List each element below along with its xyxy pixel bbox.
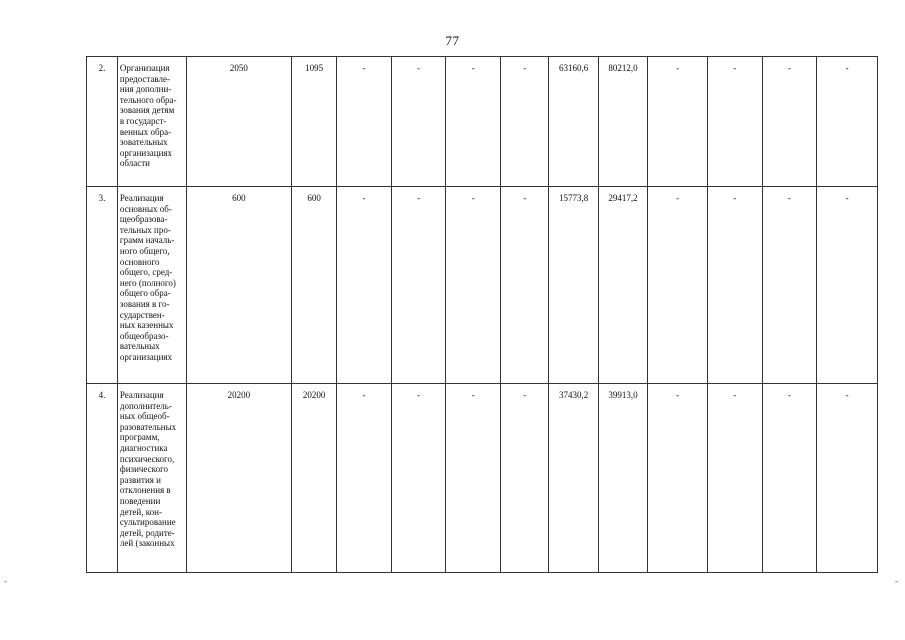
cell-amount: 80212,0 xyxy=(598,57,647,187)
cell-dash: - xyxy=(446,384,501,573)
cell-dash: - xyxy=(708,57,763,187)
cell-dash: - xyxy=(762,384,817,573)
cell-dash: - xyxy=(817,187,878,384)
row-number: 2. xyxy=(87,57,118,187)
cell-dash: - xyxy=(337,384,392,573)
left-edge-mark: - xyxy=(4,576,7,586)
cell-dash: - xyxy=(817,384,878,573)
row-name: Реализация дополнитель- ных общеоб- разовательных программ, диагностика психического, физического развития и отклонения в поведении детей, кон- сультирование детей, родите- лей (законных xyxy=(117,384,186,573)
cell-dash: - xyxy=(500,384,548,573)
cell-amount: 15773,8 xyxy=(549,187,598,384)
cell-dash: - xyxy=(391,384,446,573)
cell-dash: - xyxy=(337,57,392,187)
cell-dash: - xyxy=(500,57,548,187)
cell-value: 600 xyxy=(186,187,291,384)
data-table xyxy=(86,56,878,573)
cell-amount: 39913,0 xyxy=(598,384,647,573)
cell-dash: - xyxy=(391,187,446,384)
cell-dash: - xyxy=(762,187,817,384)
cell-dash: - xyxy=(446,187,501,384)
cell-amount: 37430,2 xyxy=(549,384,598,573)
row-number: 3. xyxy=(87,187,118,384)
table-row xyxy=(87,384,878,573)
cell-dash: - xyxy=(648,57,708,187)
right-edge-mark: - xyxy=(895,576,898,586)
row-name: Реализация основных об- щеобразова- тельных про- грамм началь- ного общего, основного общего, сред- него (полного) общего обра- зования в го- сударствен- ных казенных общеобразо- вательных организациях xyxy=(117,187,186,384)
cell-dash: - xyxy=(391,57,446,187)
table-row xyxy=(87,187,878,384)
cell-dash: - xyxy=(446,57,501,187)
cell-dash: - xyxy=(648,384,708,573)
cell-value: 20200 xyxy=(186,384,291,573)
cell-value: 1095 xyxy=(291,57,336,187)
cell-amount: 29417,2 xyxy=(598,187,647,384)
cell-amount: 63160,6 xyxy=(549,57,598,187)
cell-value: 20200 xyxy=(291,384,336,573)
cell-dash: - xyxy=(817,57,878,187)
cell-dash: - xyxy=(708,384,763,573)
row-number: 4. xyxy=(87,384,118,573)
page-number: 77 xyxy=(445,33,460,48)
cell-value: 2050 xyxy=(186,57,291,187)
table-row xyxy=(87,57,878,187)
cell-dash: - xyxy=(337,187,392,384)
row-name: Организация предоставле- ния дополни- тельного обра- зования детям в государст- венных обра- зовательных организациях области xyxy=(117,57,186,187)
cell-dash: - xyxy=(648,187,708,384)
cell-value: 600 xyxy=(291,187,336,384)
cell-dash: - xyxy=(708,187,763,384)
cell-dash: - xyxy=(500,187,548,384)
cell-dash: - xyxy=(762,57,817,187)
